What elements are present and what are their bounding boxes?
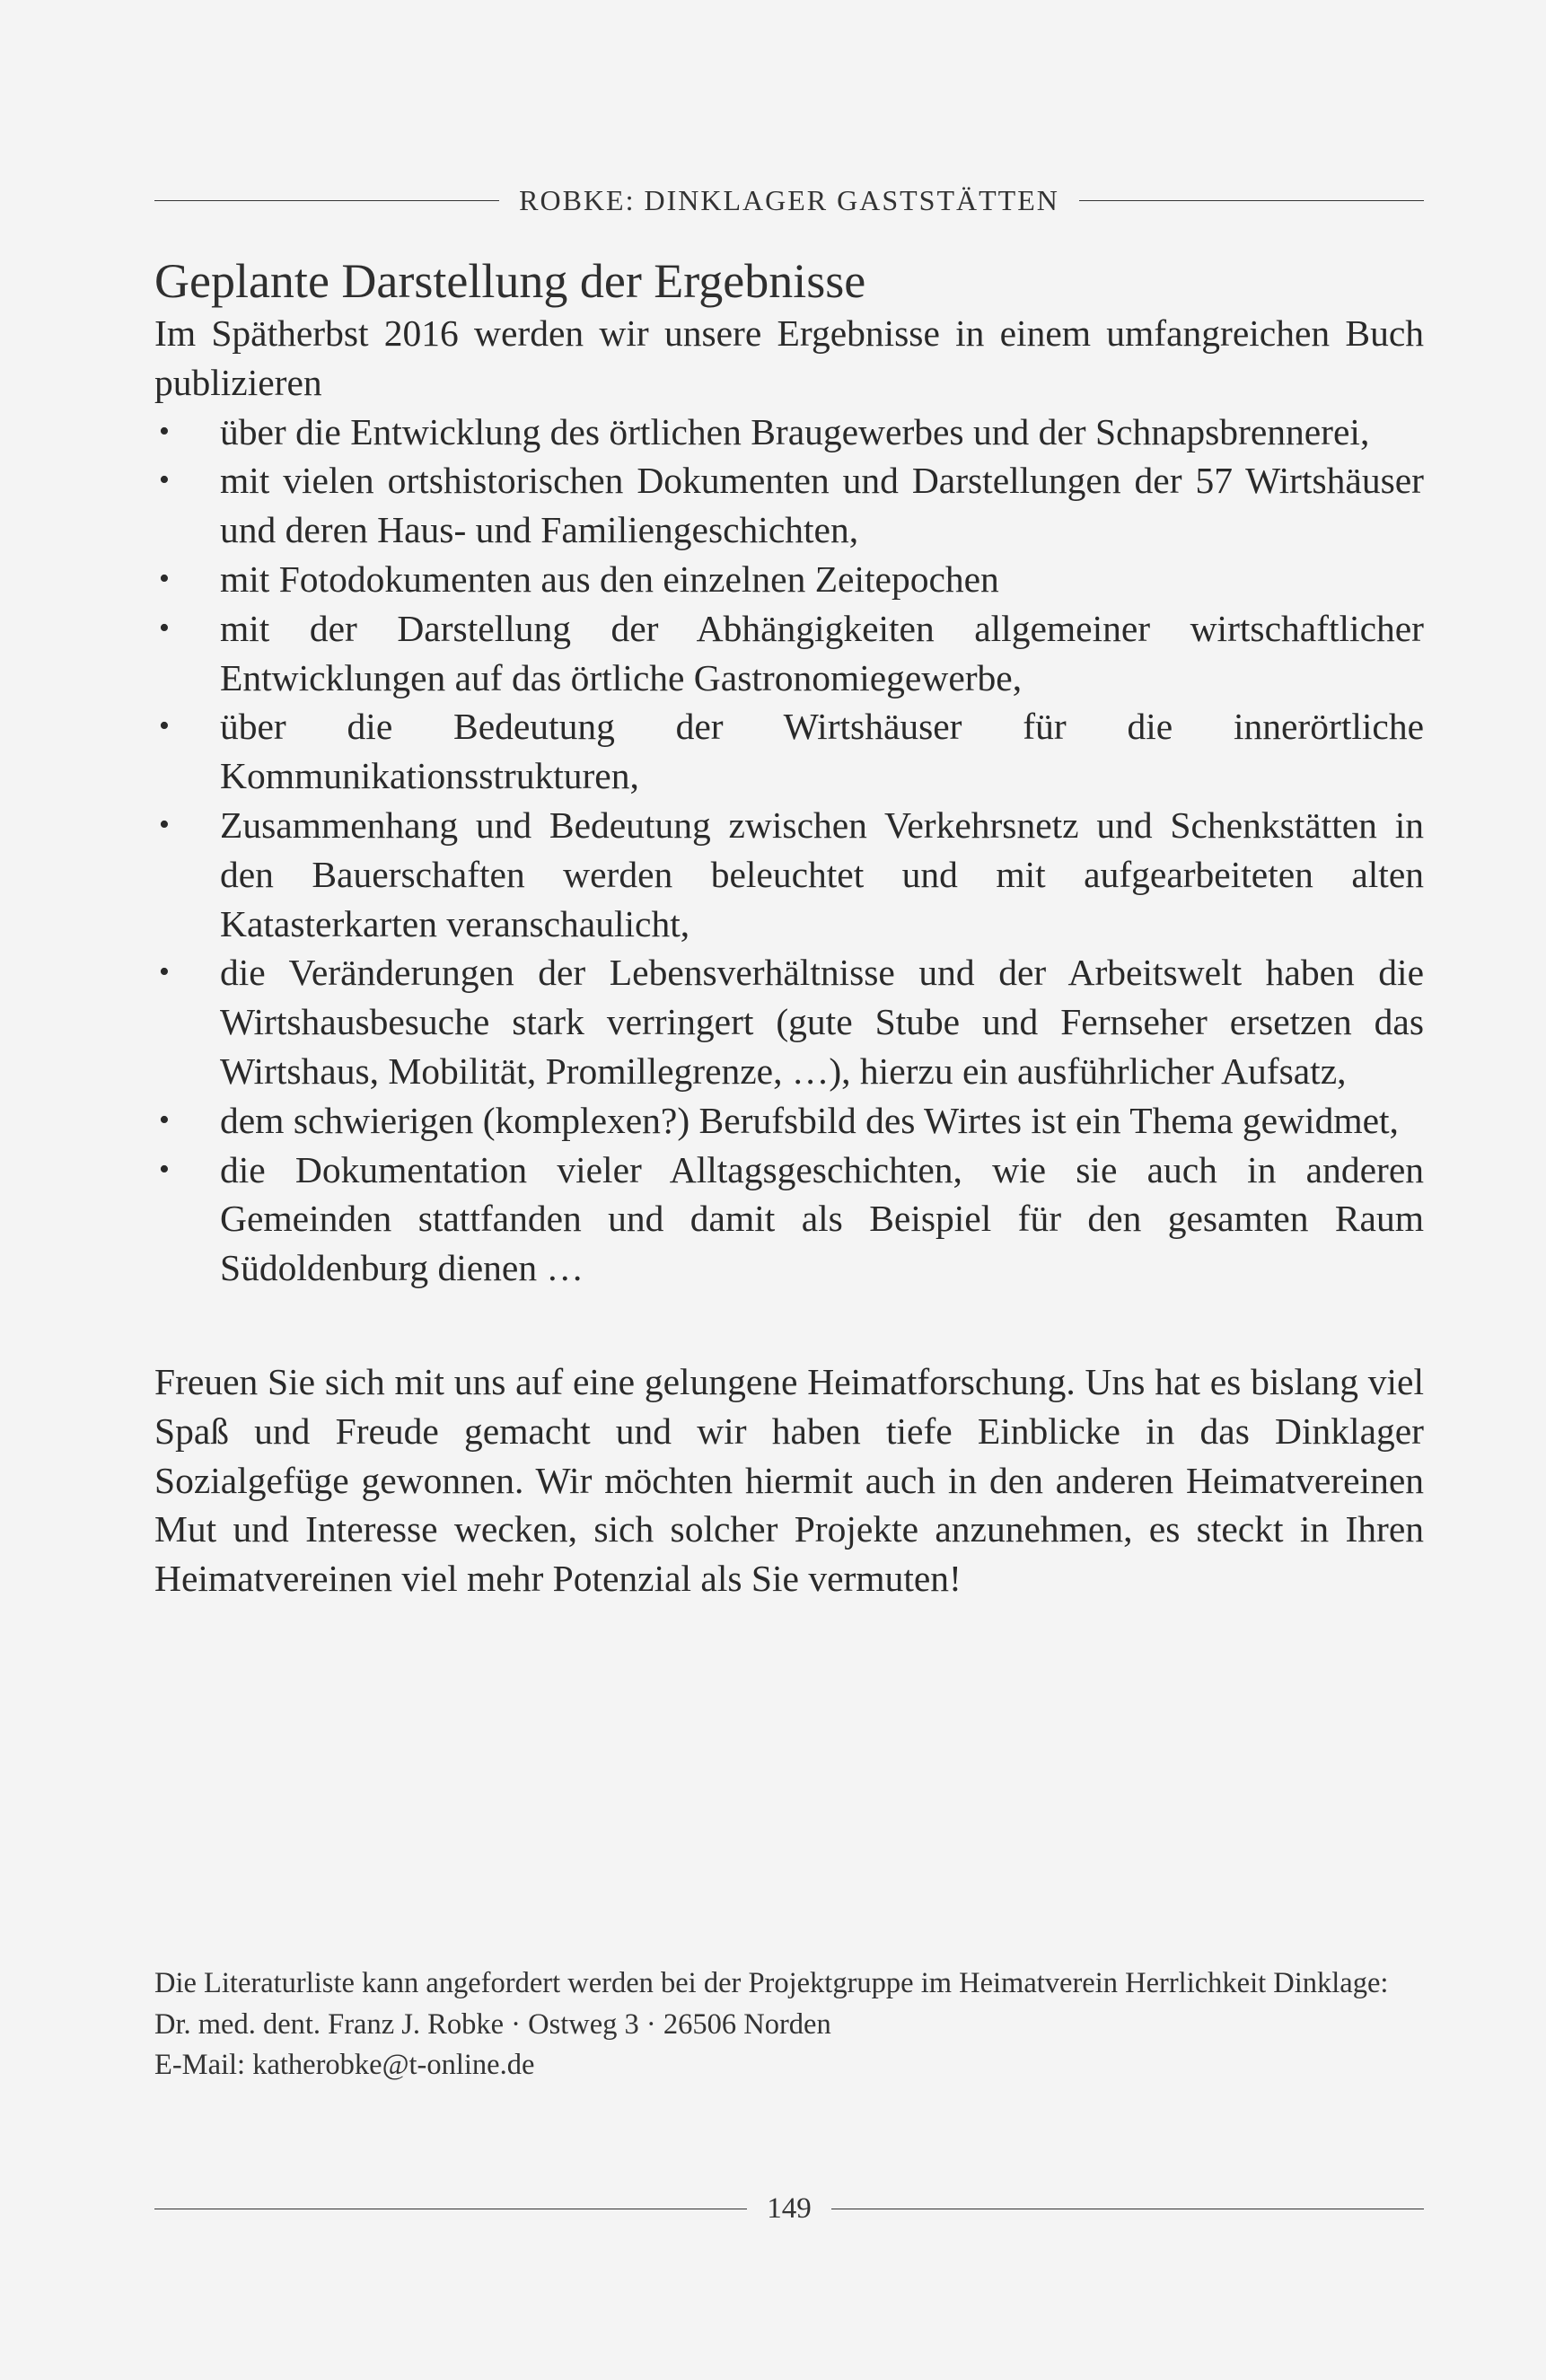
closing-paragraph: Freuen Sie sich mit uns auf eine gelungene Heimatforschung. Uns hat es bislang viel Spaß und Freude gemacht und wir haben tiefe Einblicke in das Dinklager Sozialgefüge gewonnen. Wir möchten hiermit auch in den anderen Heimatvereinen Mut und Interesse wecken, sich solcher Projekte anzunehmen, es steckt in Ihren Heimatvereinen viel mehr Potenzial als Sie vermuten! [154,1360,1424,1600]
section-heading: Geplante Darstellung der Ergebnisse [154,254,866,308]
contact-address: Dr. med. dent. Franz J. Robke · Ostweg 3 · 26506 Norden [154,2007,831,2041]
bullet-icon: • [159,709,170,743]
list-item [154,948,1424,1095]
list-item [154,408,1424,457]
list-item-text: die Veränderungen der Lebensverhältnisse und der Arbeitswelt haben die Wirtshausbesuche stark verringert (gute Stube und Fernseher ersetzen das Wirtshaus, Mobilität, Promillegrenze, …), hierzu ein ausführlicher Aufsatz, [220,952,1424,1092]
list-item [154,555,1424,604]
list-item-text: über die Bedeutung der Wirtshäuser für die innerörtliche Kommunikationsstrukturen, [220,706,1424,797]
bullet-icon: • [159,807,170,841]
running-head-rule-right [1079,200,1424,201]
running-head-rule-left [154,200,499,201]
bullet-icon: • [159,955,170,989]
bullet-icon: • [159,1152,170,1186]
list-item [154,702,1424,801]
list-item-text: mit vielen ortshistorischen Dokumenten und Darstellungen der 57 Wirtshäuser und deren Haus- und Familiengeschichten, [220,460,1424,551]
list-item [154,604,1424,703]
list-item [154,1096,1424,1146]
list-item [154,801,1424,948]
list-item-text: mit der Darstellung der Abhängigkeiten allgemeiner wirtschaftlicher Entwicklungen auf das örtliche Gastronomiegewerbe, [220,607,1424,698]
running-head [154,184,1424,217]
list-item-text: Zusammenhang und Bedeutung zwischen Verkehrsnetz und Schenkstätten in den Bauerschaften werden beleuchtet und mit aufgearbeiteten alten Katasterkarten veranschaulicht, [220,804,1424,944]
list-item-text: über die Entwicklung des örtlichen Braugewerbes und der Schnapsbrennerei, [220,410,1370,452]
list-item-text: dem schwierigen (komplexen?) Berufsbild des Wirtes ist ein Thema gewidmet, [220,1099,1399,1141]
list-item [154,456,1424,555]
list-item [154,1146,1424,1293]
list-item-text: mit Fotodokumenten aus den einzelnen Zeitepochen [220,558,999,600]
bullet-icon: • [159,1102,170,1137]
bullet-icon: • [159,414,170,448]
main-content [154,253,1424,1603]
literature-note [154,1963,1424,2086]
contact-email: E-Mail: katherobke@t-online.de [154,2049,535,2081]
literature-note-text: Die Literaturliste kann angefordert werden bei der Projektgruppe im Heimatverein Herrlichkeit Dinklage: [154,1967,1389,1999]
bullet-icon: • [159,561,170,595]
bullet-icon: • [159,463,170,497]
intro-paragraph: Im Spätherbst 2016 werden wir unsere Ergebnisse in einem umfangreichen Buch publizieren [154,312,1424,403]
running-head-title: ROBKE: DINKLAGER GASTSTÄTTEN [519,184,1059,216]
page-number: 149 [767,2192,812,2225]
bullet-icon: • [159,610,170,645]
page-footer [154,2192,1424,2226]
results-list [154,408,1424,1293]
list-item-text: die Dokumentation vieler Alltagsgeschichten, wie sie auch in anderen Gemeinden stattfanden und damit als Beispiel für den gesamten Raum Südoldenburg dienen … [220,1148,1424,1289]
